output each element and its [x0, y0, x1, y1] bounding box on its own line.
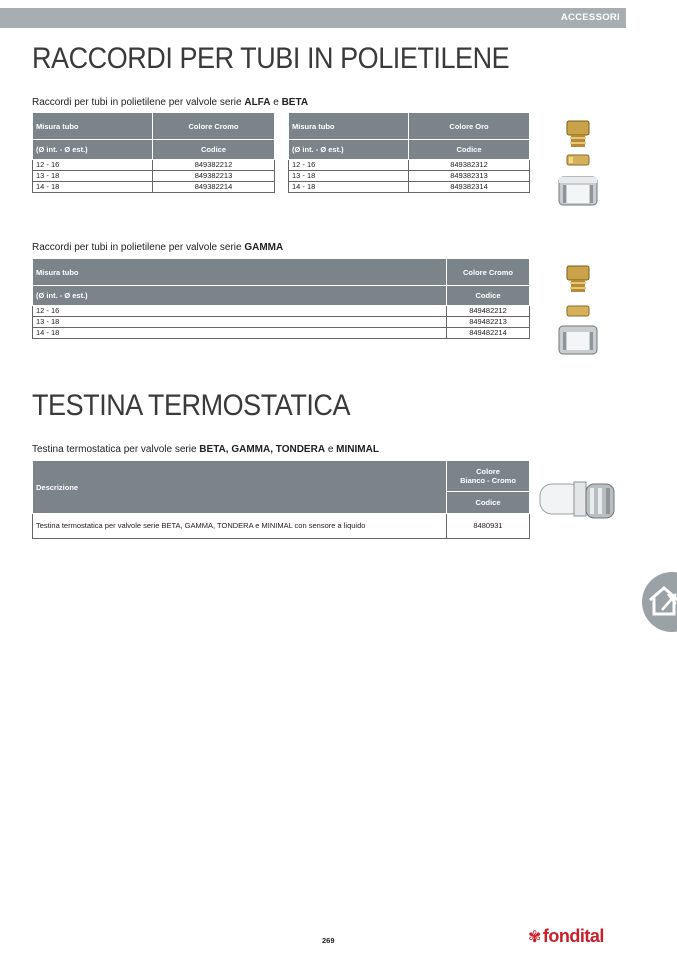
table-row: 14 - 18 849482214: [33, 328, 530, 339]
col-subheader-diam: (Ø int. - Ø est.): [33, 286, 447, 306]
table-row: 12 - 16 849382312: [289, 160, 530, 171]
col-subheader-diam: (Ø int. - Ø est.): [289, 140, 409, 160]
col-header-colore: Colore Bianco - Cromo: [447, 461, 530, 492]
page-number: 269: [322, 936, 335, 945]
brand-logo: ✾ fondital: [528, 926, 604, 946]
table-row: 13 - 18 849382313: [289, 171, 530, 182]
col-header-descrizione: Descrizione: [33, 461, 447, 514]
table-alfa-beta-oro: [288, 112, 530, 193]
table-row: 12 - 16 849482212: [33, 306, 530, 317]
table-testina: [32, 460, 530, 539]
col-header-misura: Misura tubo: [33, 259, 447, 286]
table-row: 13 - 18 849382213: [33, 171, 275, 182]
table-row: 14 - 18 849382314: [289, 182, 530, 193]
section-title-testina: TESTINA TERMOSTATICA: [32, 389, 351, 422]
flower-icon: ✾: [528, 929, 541, 946]
col-header-colore: Colore Cromo: [153, 113, 275, 140]
section-title-raccordi: RACCORDI PER TUBI IN POLIETILENE: [32, 42, 510, 75]
col-header-misura: Misura tubo: [289, 113, 409, 140]
col-subheader-codice: Codice: [447, 492, 530, 514]
col-subheader-codice: Codice: [153, 140, 275, 160]
side-tab-tools-icon: [642, 572, 677, 632]
thermostatic-head-image: [538, 476, 620, 526]
testina-subtitle: Testina termostatica per valvole serie BETA, GAMMA, TONDERA e MINIMAL: [32, 444, 379, 455]
col-header-misura: Misura tubo: [33, 113, 153, 140]
table-row: 13 - 18 849482213: [33, 317, 530, 328]
col-subheader-codice: Codice: [409, 140, 530, 160]
table-row: 12 - 16 849382212: [33, 160, 275, 171]
fitting-image-gamma: [555, 262, 601, 357]
fitting-image-alfa-beta: [555, 115, 601, 210]
col-header-colore: Colore Cromo: [447, 259, 530, 286]
section-label: ACCESSORI: [560, 12, 620, 23]
col-subheader-codice: Codice: [447, 286, 530, 306]
table-row: Testina termostatica per valvole serie BETA, GAMMA, TONDERA e MINIMAL con sensore a liquido 8480931: [33, 514, 530, 539]
table-alfa-beta-cromo: [32, 112, 275, 193]
table1-subtitle: Raccordi per tubi in polietilene per valvole serie ALFA e BETA: [32, 97, 309, 108]
table2-subtitle: Raccordi per tubi in polietilene per valvole serie GAMMA: [32, 242, 284, 253]
section-header-bar: [0, 8, 626, 28]
table-row: 14 - 18 849382214: [33, 182, 275, 193]
col-subheader-diam: (Ø int. - Ø est.): [33, 140, 153, 160]
col-header-colore: Colore Oro: [409, 113, 530, 140]
table-gamma-cromo: [32, 258, 530, 339]
